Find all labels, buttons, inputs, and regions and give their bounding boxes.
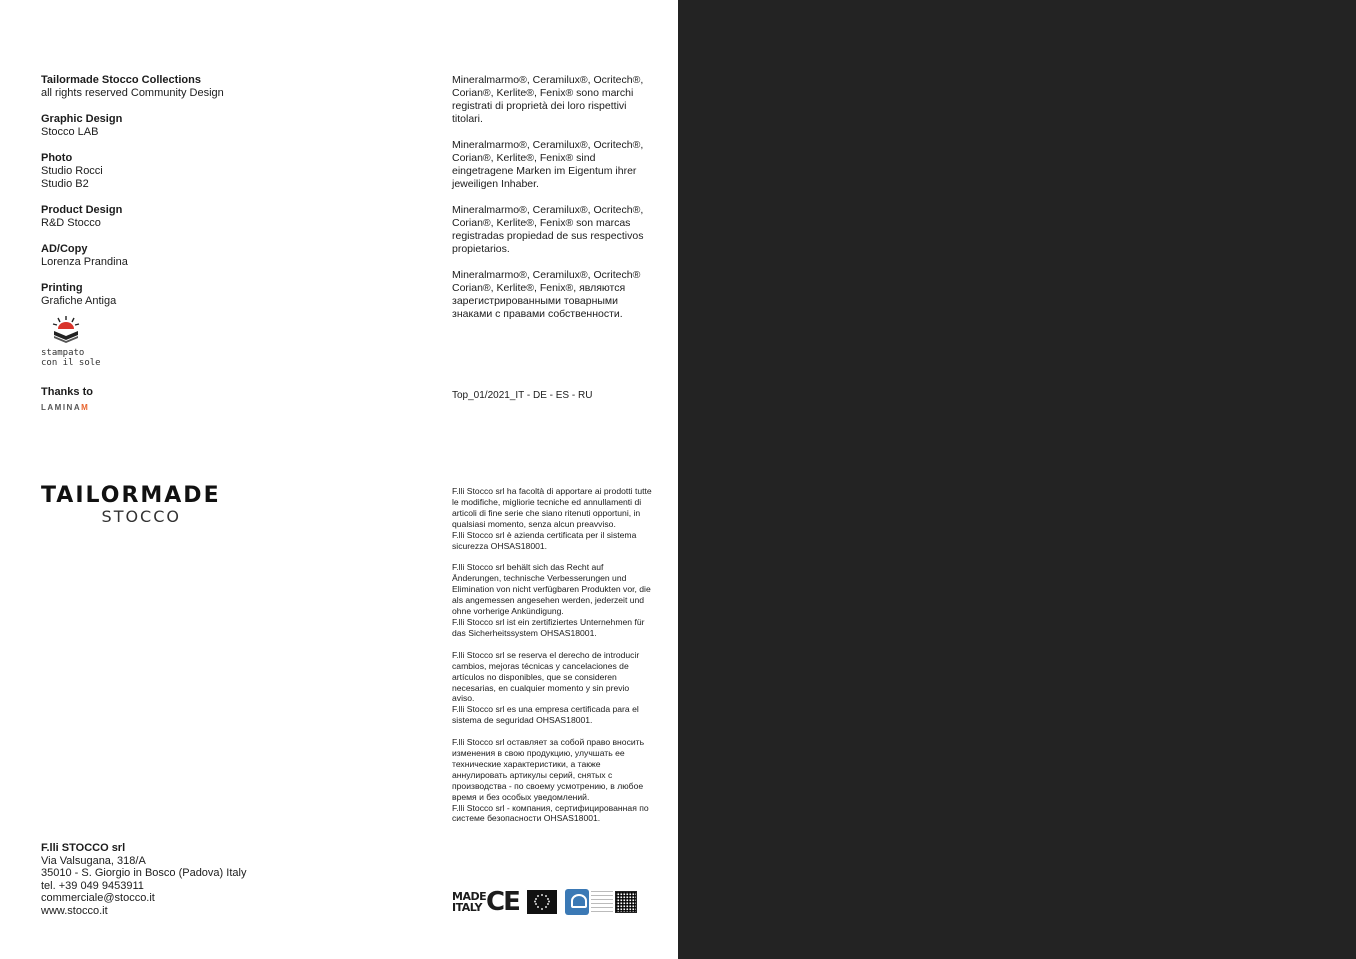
sun-logo-line1: stampato xyxy=(41,348,85,358)
sun-icon xyxy=(51,314,81,344)
qr-code-icon xyxy=(615,891,637,913)
credit-photo xyxy=(41,152,341,191)
trademark-notices xyxy=(452,74,652,334)
company-address-line1: Via Valsugana, 318/A xyxy=(41,854,146,867)
company-email[interactable]: commerciale@stocco.it xyxy=(41,892,155,905)
company-name: F.lli STOCCO srl xyxy=(41,842,126,854)
disclaimer-es: F.lli Stocco srl se reserva el derecho de introducir cambios, mejoras técnicas y cancelaciones de artículos no disponibles, que se consideren necesarias, en cualquier momento y sin previo aviso. F.lli Stocco srl es una empresa certificada para el sistema de seguridad OHSAS18001. xyxy=(452,649,640,726)
credit-graphic-design xyxy=(41,113,341,139)
certification-text-icon xyxy=(591,891,613,913)
disclaimer-it: F.lli Stocco srl ha facoltà di apportare ai prodotti tutte le modifiche, migliorie tecniche ed annullamenti di articoli di fine serie che siano ritenuti opportuni, in qualsiasi momento, senza alcun preavviso. F.lli Stocco srl è azienda certificata per il sistema sicurezza OHSAS18001. xyxy=(452,486,652,551)
document-code: Top_01/2021_IT - DE - ES - RU xyxy=(452,390,593,401)
laminam-logo-accent: M xyxy=(81,403,90,412)
credit-value: R&D Stocco xyxy=(41,217,101,229)
dark-back-cover-panel xyxy=(678,0,1356,959)
credit-collections xyxy=(41,74,341,100)
credit-title: AD/Copy xyxy=(41,243,88,255)
credit-title: Tailormade Stocco Collections xyxy=(41,74,201,86)
made-in-italy-line1: MADE xyxy=(452,890,487,903)
eu-flag-icon xyxy=(527,890,557,914)
company-contact xyxy=(41,842,246,918)
credit-value: all rights reserved Community Design xyxy=(41,87,224,99)
disclaimer-ru: F.lli Stocco srl оставляет за собой право вносить изменения в свою продукцию, улучшать ее технические характеристики, а также аннулировать артикулы серий, снятых с производства - по своему усмотрению, в любое время и без особых уведомлений. F.lli Stocco srl - компания, сертифицированная по системе безопасности OHSAS18001. xyxy=(452,737,649,824)
credit-title: Printing xyxy=(41,282,83,294)
trademark-notice-ru: Mineralmarmo®, Ceramilux®, Ocritech® Corian®, Kerlite®, Fenix®, являются зарегистрированными товарными знаками с правами собственности. xyxy=(452,269,641,320)
trademark-notice-es: Mineralmarmo®, Ceramilux®, Ocritech®, Corian®, Kerlite®, Fenix® son marcas registradas propiedad de sus respectivos propietarios. xyxy=(452,204,644,255)
credit-title: Photo xyxy=(41,152,73,164)
stampato-con-il-sole-logo xyxy=(41,314,101,368)
credit-printing xyxy=(41,282,341,308)
certification-badge xyxy=(565,888,637,916)
laminam-logo-text: LAMINA xyxy=(41,403,82,412)
made-in-italy-logo xyxy=(452,890,487,914)
brand-subtitle: STOCCO xyxy=(101,507,181,526)
tailormade-brand-logo xyxy=(41,484,221,526)
credit-product-design xyxy=(41,204,341,230)
credit-title: Product Design xyxy=(41,204,123,216)
laminam-logo xyxy=(41,403,89,412)
disclaimer-section xyxy=(452,486,652,835)
credits-section xyxy=(41,74,341,321)
credit-title: Graphic Design xyxy=(41,113,123,125)
credit-value: Lorenza Prandina xyxy=(41,256,128,268)
credit-value: Studio B2 xyxy=(41,178,89,190)
certification-logos xyxy=(452,887,637,917)
disclaimer-de: F.lli Stocco srl behält sich das Recht auf Änderungen, technische Verbesserungen und Elimination von nicht verfügbaren Produkten vor, die als angemessen angesehen werden, jederzeit und ohne vorherige Ankündigung. F.lli Stocco srl ist ein zertifiziertes Unternehmen für das Sicherheitssystem OHSAS18001. xyxy=(452,562,651,638)
company-phone: tel. +39 049 9453911 xyxy=(41,879,144,892)
company-website[interactable]: www.stocco.it xyxy=(41,904,108,917)
trademark-notice-it: Mineralmarmo®, Ceramilux®, Ocritech®, Corian®, Kerlite®, Fenix® sono marchi registrati di proprietà dei loro rispettivi titolari. xyxy=(452,74,644,125)
sun-logo-line2: con il sole xyxy=(41,358,101,368)
thanks-label: Thanks to xyxy=(41,386,93,398)
trademark-notice-de: Mineralmarmo®, Ceramilux®, Ocritech®, Corian®, Kerlite®, Fenix® sind eingetragene Marken im Eigentum ihrer jeweiligen Inhaber. xyxy=(452,139,644,190)
made-in-italy-line2: ITALY xyxy=(452,901,483,914)
company-address-line2: 35010 - S. Giorgio in Bosco (Padova) Italy xyxy=(41,867,247,880)
credit-value: Grafiche Antiga xyxy=(41,295,117,307)
credit-value: Stocco LAB xyxy=(41,126,99,138)
brand-title: TAILORMADE xyxy=(41,483,221,508)
credit-value: Studio Rocci xyxy=(41,165,103,177)
tuv-certification-icon xyxy=(565,889,589,915)
ce-mark-icon: CE xyxy=(486,887,519,917)
credit-ad-copy xyxy=(41,243,341,269)
